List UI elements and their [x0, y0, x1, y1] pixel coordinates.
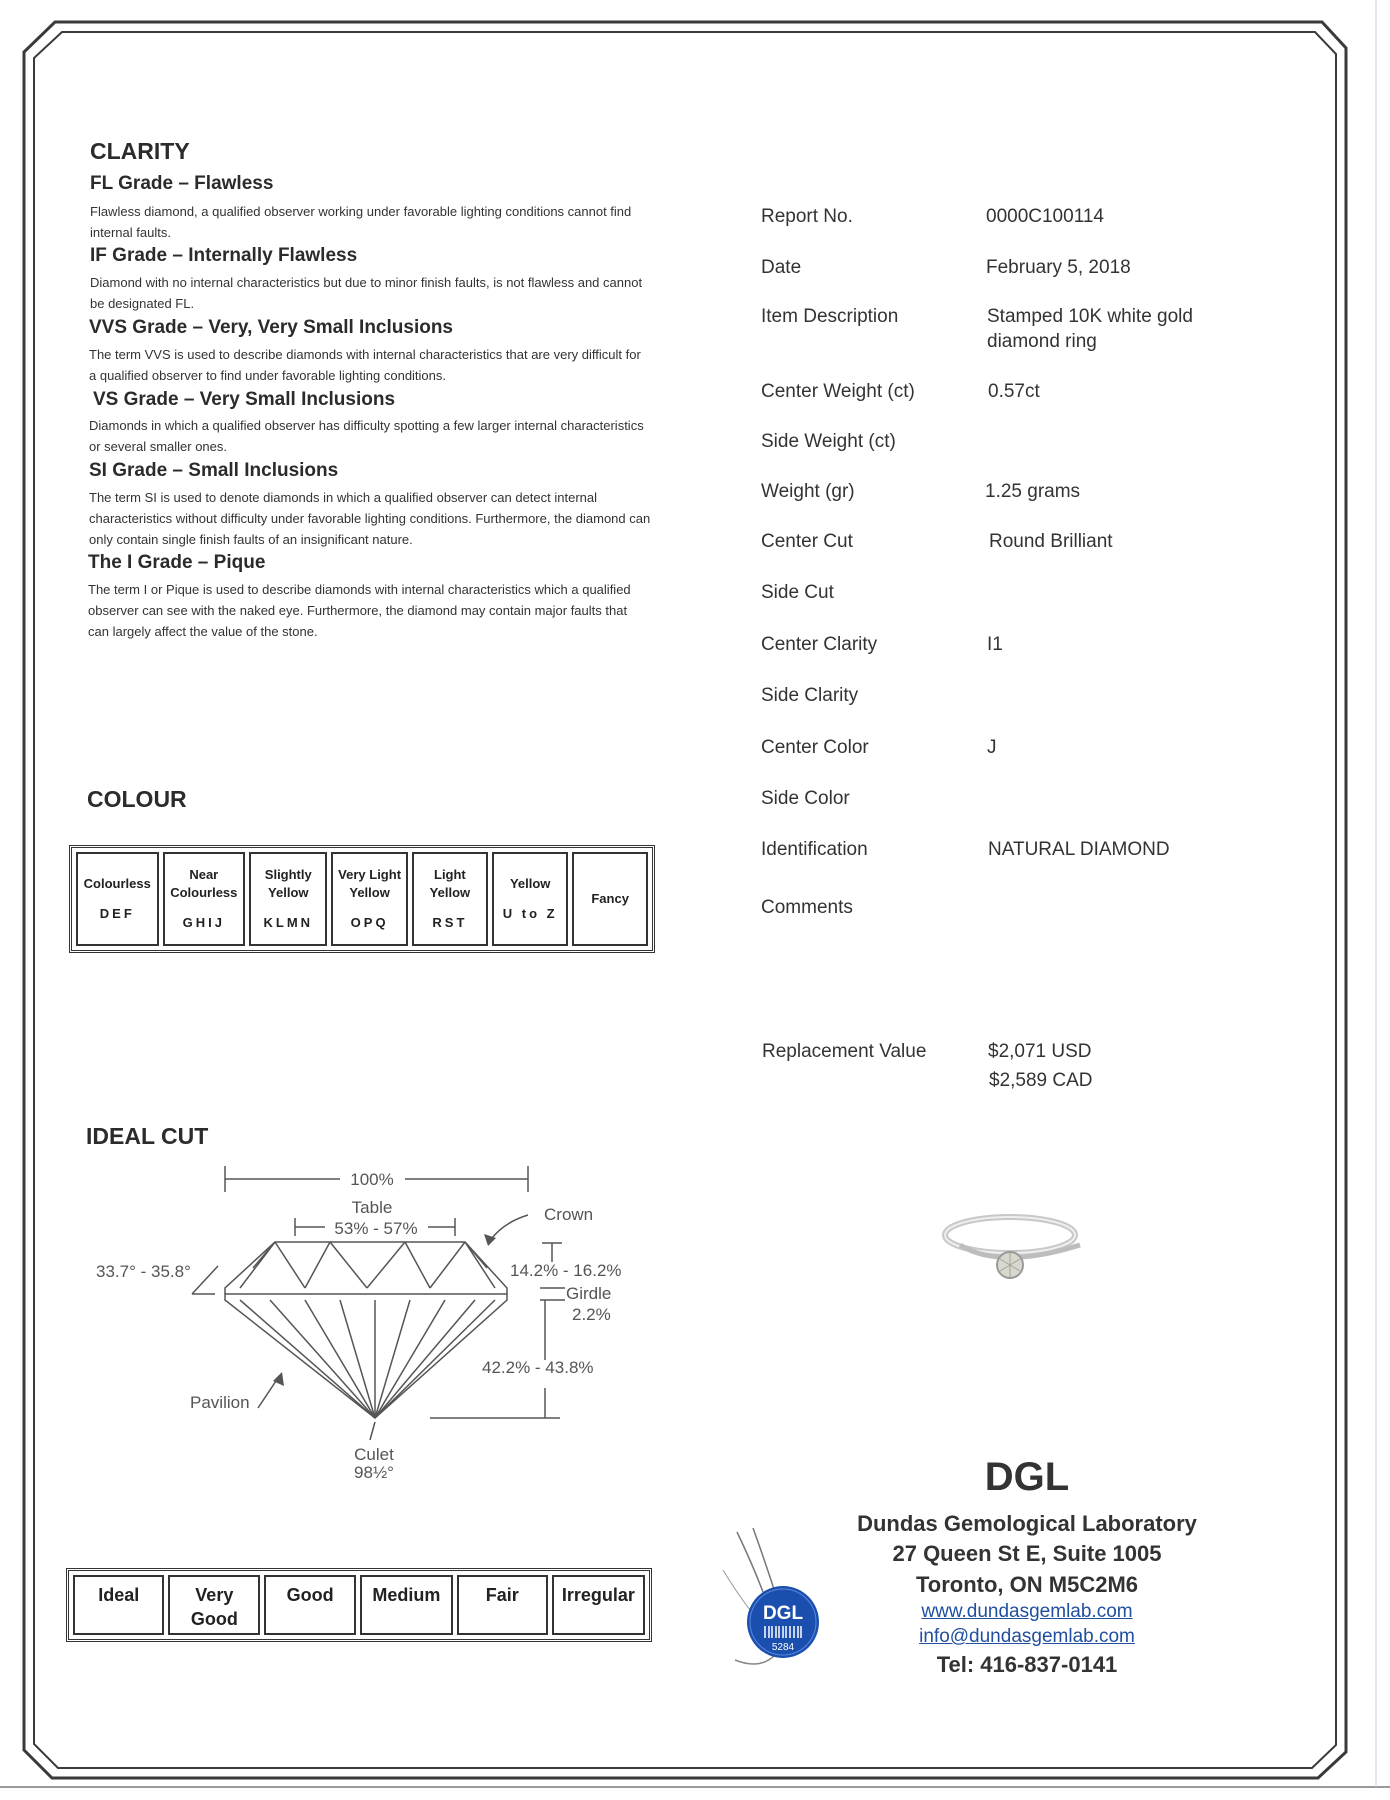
report-label: Weight (gr) — [761, 481, 855, 502]
colour-cell: Near Colourless GHIJ — [163, 852, 246, 946]
report-label: Side Cut — [761, 582, 834, 603]
dim-girdle-value: 2.2% — [572, 1305, 611, 1324]
report-value: 0000C100114 — [986, 206, 1104, 227]
grade-title-i: The I Grade – Pique — [88, 552, 266, 573]
cut-grade-cell: Good — [264, 1575, 356, 1635]
clarity-heading: CLARITY — [90, 138, 190, 164]
lab-address-line1: 27 Queen St E, Suite 1005 — [892, 1541, 1162, 1566]
dim-crown-height: 14.2% - 16.2% — [510, 1261, 622, 1280]
report-label: Center Color — [761, 737, 869, 758]
grade-title-vvs: VVS Grade – Very, Very Small Inclusions — [89, 317, 453, 338]
colour-cell: Yellow U to Z — [492, 852, 568, 946]
grade-desc-fl: Flawless diamond, a qualified observer working under favorable lighting conditions cannot find internal faults. — [90, 204, 632, 240]
cut-grade-table — [66, 1568, 652, 1642]
report-label: Comments — [761, 897, 853, 918]
dim-total: 100% — [350, 1170, 394, 1189]
grade-desc-vvs: The term VVS is used to describe diamonds with internal characteristics that are very difficult for a qualified observer to find under favorable lighting conditions. — [89, 347, 641, 383]
colour-cell: Slightly Yellow KLMN — [249, 852, 327, 946]
lab-address-line2: Toronto, ON M5C2M6 — [915, 1572, 1139, 1597]
tag-logo: DGL — [762, 1603, 804, 1624]
lab-name: Dundas Gemological Laboratory — [857, 1511, 1197, 1536]
dim-table-label: Table — [351, 1198, 393, 1217]
report-label: Side Clarity — [761, 685, 859, 706]
lab-logo: DGL — [984, 1455, 1070, 1499]
colour-cell: Light Yellow RST — [412, 852, 488, 946]
dim-crown-label: Crown — [544, 1205, 594, 1224]
cut-grade-cell: Very Good — [168, 1575, 260, 1635]
report-value: Stamped 10K white gold diamond ring — [987, 306, 1193, 352]
dim-culet-value: 98½° — [354, 1463, 394, 1482]
replacement-usd: $2,071 USD — [988, 1041, 1092, 1062]
lab-website-link[interactable]: www.dundasgemlab.com — [921, 1601, 1133, 1622]
colour-cell: Colourless DEF — [76, 852, 159, 946]
tag-number: 5284 — [771, 1642, 795, 1653]
report-label: Center Cut — [761, 531, 853, 552]
colour-cell: Fancy — [572, 852, 648, 946]
dim-culet-label: Culet — [354, 1445, 394, 1464]
report-value: J — [987, 737, 997, 758]
cut-grade-cell: Medium — [360, 1575, 453, 1635]
report-label: Report No. — [761, 206, 853, 227]
cut-grade-cell: Irregular — [552, 1575, 645, 1635]
report-value: 0.57ct — [988, 381, 1040, 402]
report-label: Identification — [761, 839, 868, 860]
report-label: Item Description — [761, 306, 899, 327]
colour-scale-table — [69, 845, 655, 953]
grade-title-vs: VS Grade – Very Small Inclusions — [93, 389, 396, 410]
report-value: NATURAL DIAMOND — [988, 839, 1170, 860]
dim-table-range: 53% - 57% — [334, 1219, 418, 1238]
grade-desc-i: The term I or Pique is used to describe diamonds with internal characteristics which a qualified observer can see with the naked eye. Furthermore, the diamond may contain major faults that can largely affect the value of the stone. — [88, 582, 631, 639]
grade-title-si: SI Grade – Small Inclusions — [89, 460, 339, 481]
grade-title-fl: FL Grade – Flawless — [90, 173, 274, 194]
report-label: Date — [761, 257, 802, 278]
dgl-security-tag — [715, 1520, 835, 1680]
dim-crown-angle: 33.7° - 35.8° — [96, 1262, 191, 1281]
dim-girdle-label: Girdle — [566, 1284, 612, 1303]
lab-email-link[interactable]: info@dundasgemlab.com — [919, 1626, 1135, 1647]
report-label: Center Weight (ct) — [761, 381, 915, 402]
ring-photo — [930, 1195, 1110, 1305]
cut-grade-cell: Fair — [457, 1575, 548, 1635]
report-label: Side Color — [761, 788, 850, 809]
report-value: February 5, 2018 — [986, 257, 1131, 278]
colour-heading: COLOUR — [87, 786, 187, 812]
report-value: Round Brilliant — [989, 531, 1113, 552]
grade-title-if: IF Grade – Internally Flawless — [90, 245, 358, 266]
grade-desc-si: The term SI is used to denote diamonds in which a qualified observer can detect internal characteristics without difficulty under favorable lighting conditions. Furthermore, the diamond can only contain single finish faults of an insignificant nature. — [89, 490, 651, 547]
lab-phone: Tel: 416-837-0141 — [936, 1652, 1118, 1677]
colour-cell: Very Light Yellow OPQ — [331, 852, 407, 946]
replacement-cad: $2,589 CAD — [989, 1070, 1093, 1091]
dim-pavilion-label: Pavilion — [190, 1393, 250, 1412]
ideal-cut-heading: IDEAL CUT — [86, 1123, 209, 1149]
grade-desc-vs: Diamonds in which a qualified observer has difficulty spotting a few larger internal characteristics or several smaller ones. — [89, 418, 644, 454]
grade-desc-if: Diamond with no internal characteristics but due to minor finish faults, is not flawless and cannot be designated FL. — [90, 275, 643, 311]
replacement-label: Replacement Value — [762, 1041, 927, 1062]
dim-pavilion-depth: 42.2% - 43.8% — [482, 1358, 594, 1377]
diamond-proportions-diagram — [80, 1155, 660, 1495]
report-label: Side Weight (ct) — [761, 431, 896, 452]
report-value: I1 — [987, 634, 1003, 655]
report-value: 1.25 grams — [985, 481, 1081, 502]
cut-grade-cell: Ideal — [73, 1575, 164, 1635]
report-label: Center Clarity — [761, 634, 878, 655]
